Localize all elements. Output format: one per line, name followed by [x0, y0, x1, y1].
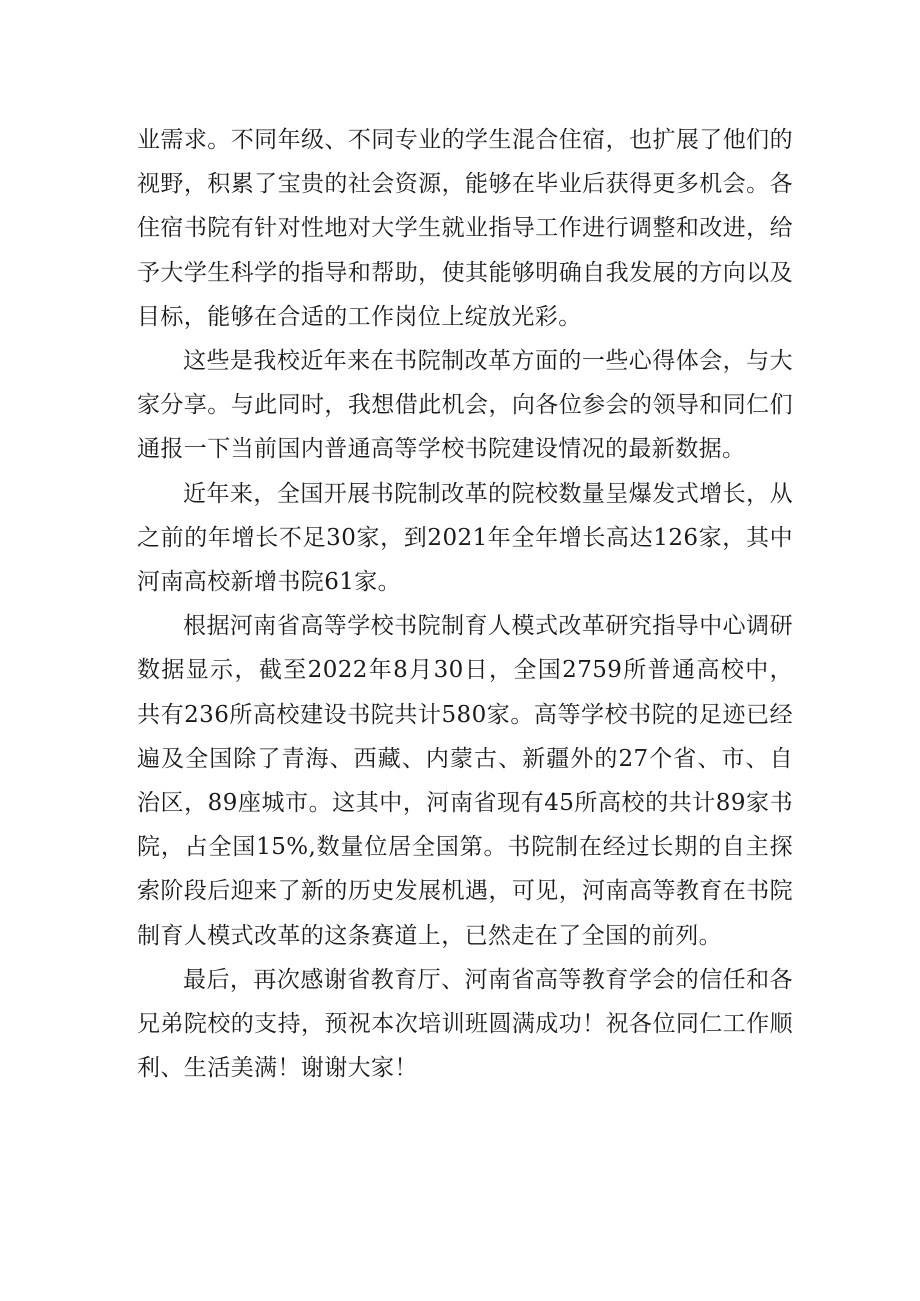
paragraph-survey-data: 根据河南省高等学校书院制育人模式改革研究指导中心调研数据显示，截至2022年8月30日，全国2759所普通高校中，共有236所高校建设书院共计580家。高等学校书院的足迹已经遍及全国除了青海、西藏、内蒙古、新疆外的27个省、市、自治区，89座城市。这其中，河南省现有45所高校的共计89家书院，占全国15%,数量位居全国第。书院制在经过长期的自主探索阶段后迎来了新的历史发展机遇，可见，河南高等教育在书院制育人模式改革的这条赛道上，已然走在了全国的前列。	[137, 613, 793, 949]
paragraph-closing-thanks: 最后，再次感谢省教育厅、河南省高等教育学会的信任和各兄弟院校的支持，预祝本次培训班圆满成功！祝各位同仁工作顺利、生活美满！谢谢大家！	[137, 966, 793, 1082]
body-text	[137, 118, 793, 1090]
paragraph-continuation: 业需求。不同年级、不同专业的学生混合住宿，也扩展了他们的视野，积累了宝贵的社会资源，能够在毕业后获得更多机会。各住宿书院有针对性地对大学生就业指导工作进行调整和改进，给予大学生科学的指导和帮助，使其能够明确自我发展的方向以及目标，能够在合适的工作岗位上绽放光彩。	[137, 127, 793, 330]
paragraph-growth-statistics: 近年来，全国开展书院制改革的院校数量呈爆发式增长，从之前的年增长不足30家，到2021年全年增长高达126家，其中河南高校新增书院61家。	[137, 480, 793, 596]
paragraph-reform-experience: 这些是我校近年来在书院制改革方面的一些心得体会，与大家分享。与此同时，我想借此机会，向各位参会的领导和同仁们通报一下当前国内普通高等学校书院建设情况的最新数据。	[137, 348, 793, 463]
